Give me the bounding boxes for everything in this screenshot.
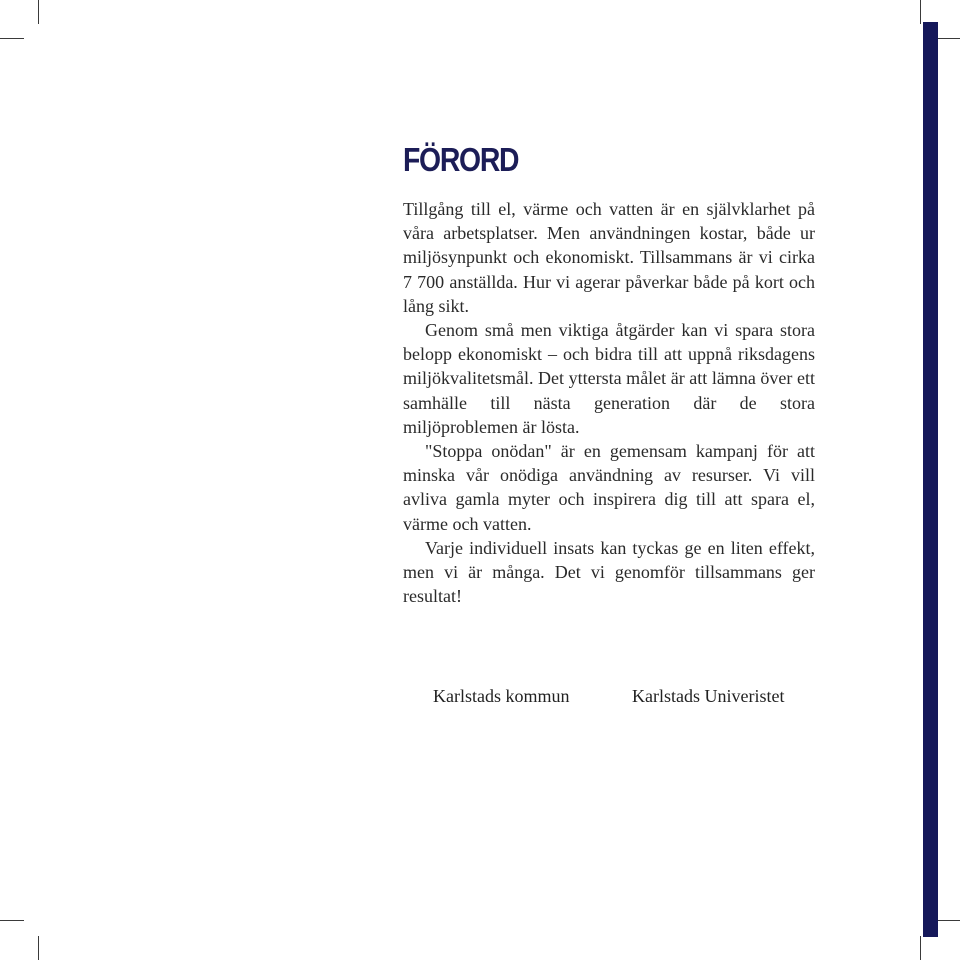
crop-mark <box>38 936 39 960</box>
crop-mark <box>0 38 24 39</box>
crop-mark <box>936 920 960 921</box>
paragraph-closing: Varje individuell insats kan tyckas ge en liten effekt, men vi är många. Det vi genomför tillsammans ger resultat! <box>403 537 815 607</box>
foreword-body <box>403 197 815 608</box>
signature-university: Karlstads Univeristet <box>632 686 785 706</box>
crop-mark <box>920 0 921 24</box>
paragraph-intro: Tillgång till el, värme och vatten är en självklarhet på våra arbetsplatser. Men användningen kostar, både ur miljösynpunkt och ekonomiskt. Tillsammans är vi cirka 7 700 anställda. Hur vi agerar påverkar både på kort och lång sikt. <box>403 199 815 316</box>
page-edge-bar <box>923 22 938 937</box>
paragraph-measures: Genom små men viktiga åtgärder kan vi spara stora belopp ekonomiskt – och bidra till att uppnå riksdagens miljökvalitetsmål. Det yttersta målet är att lämna över ett samhälle till nästa generation där de stora miljöproblemen är lösta. <box>403 320 815 437</box>
crop-mark <box>0 920 24 921</box>
signature-municipality: Karlstads kommun <box>433 686 570 706</box>
crop-mark <box>920 936 921 960</box>
crop-mark <box>38 0 39 24</box>
page-title: FÖRORD <box>403 141 519 178</box>
paragraph-campaign: "Stoppa onödan" är en gemensam kampanj för att minska vår onödiga användning av resurser. Vi vill avliva gamla myter och inspirera dig till att spara el, värme och vatten. <box>403 441 815 534</box>
crop-mark <box>936 38 960 39</box>
